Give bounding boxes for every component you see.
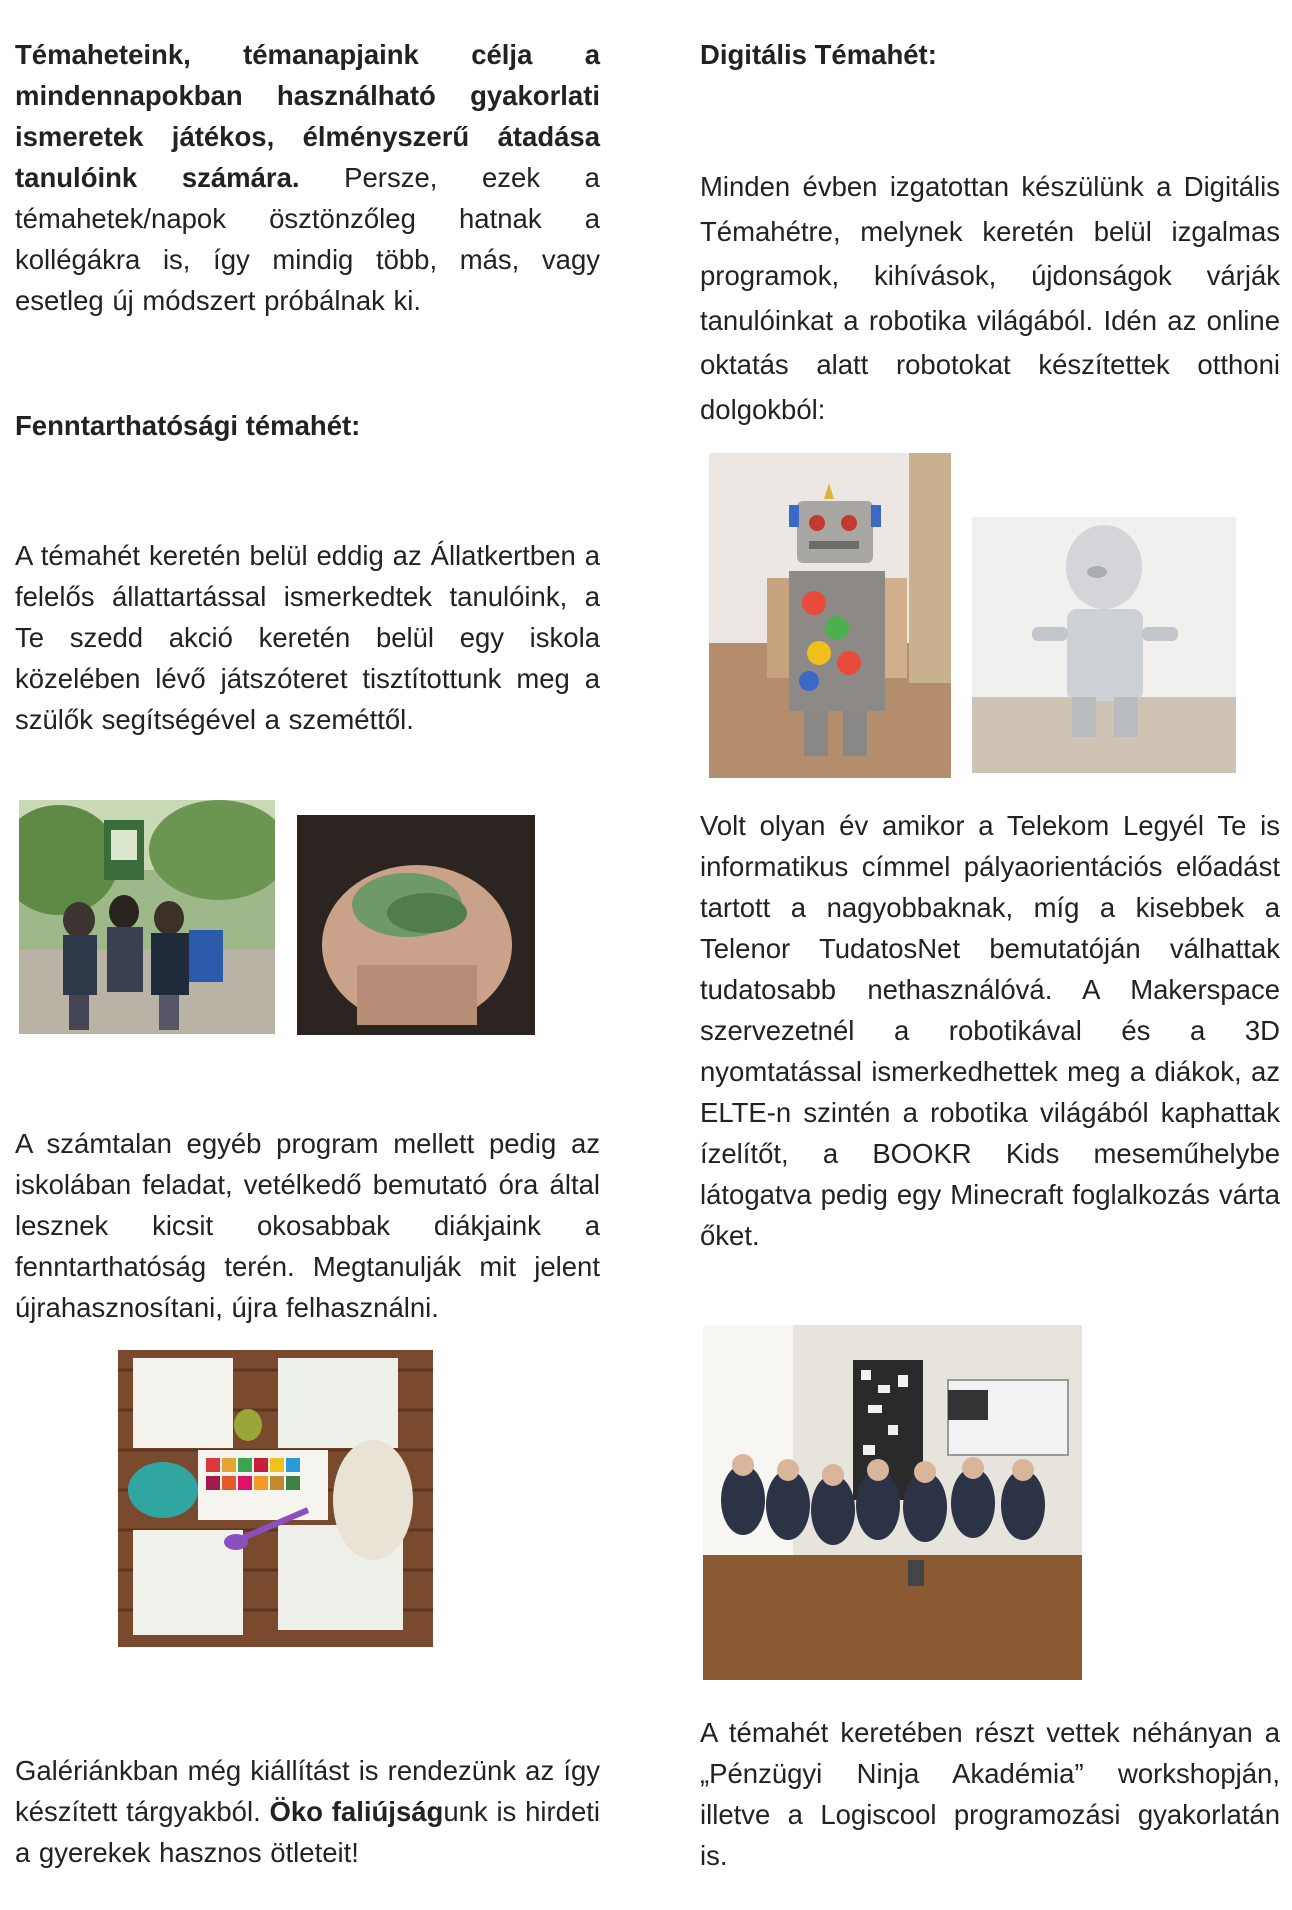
digital-heading: Digitális Témahét:	[700, 39, 937, 70]
gallery-text-a: Galériánkban még kiállítást is rendezünk az így készített tárgyakból.	[15, 1755, 600, 1827]
foil-robot-photo	[972, 517, 1236, 773]
zoo-students-photo	[19, 800, 275, 1034]
digital-paragraph-3: A témahét keretében részt vettek néhányan a „Pénzügyi Ninja Akadémia” workshopján, illetve a Logiscool programozási gyakorlatán is.	[700, 1717, 1280, 1871]
eco-board-bold: Öko faliújság	[269, 1796, 444, 1827]
intro-bold-text: Témaheteink, témanapjaink célja a mindennapokban használható gyakorlati ismeretek játékos, élményszerű átadása tanulóink számára.	[15, 39, 600, 193]
sustainability-heading: Fenntarthatósági témahét:	[15, 410, 361, 441]
gallery-text-b: unk is hirdeti a gyerekek hasznos ötleteit!	[15, 1796, 600, 1868]
cardboard-robot-photo	[709, 453, 951, 778]
classroom-workshop-photo	[703, 1325, 1082, 1680]
frog-in-hand-photo	[297, 815, 535, 1035]
sustainability-paragraph-2: A számtalan egyéb program mellett pedig az iskolában feladat, vetélkedő bemutató óra által lesznek kicsit okosabbak diákjaink a fenntarthatóság terén. Megtanulják mit jelent újrahasznosítani, újra felhasználni.	[15, 1128, 600, 1323]
sustainability-paragraph-1: A témahét keretén belül eddig az Állatkertben a felelős állattartással ismerkedtek tanulóink, a Te szedd akció keretén belül egy iskola közelében lévő játszóteret tisztítottunk meg a szülők segítségével a szeméttől.	[15, 540, 600, 735]
intro-paragraph	[15, 34, 600, 321]
intro-rest-text: Persze, ezek a témahetek/napok ösztönzőleg hatnak a kollégákra is, így mindig több, más, vagy esetleg új módszert próbálnak ki.	[15, 162, 600, 316]
digital-paragraph-2: Volt olyan év amikor a Telekom Legyél Te is informatikus címmel pályaorientációs előadást tartott a nagyobbaknak, míg a kisebbek a Telenor TudatosNet bemutatóján válhattak tudatosabb nethasználóvá. A Makerspace szervezetnél a robotikával és a 3D nyomtatással ismerkedhettek meg a diákok, az ELTE-n szintén a robotika világából kaphattak ízelítőt, a BOOKR Kids meseműhelybe látogatva pedig egy Minecraft foglalkozás várta őket.	[700, 810, 1280, 1251]
digital-paragraph-1: Minden évben izgatottan készülünk a Digitális Témahétre, melynek keretén belül izgalmas programok, kihívások, újdonságok várják tanulóinkat a robotika világából. Idén az online oktatás alatt robotokat készítettek otthoni dolgokból:	[700, 171, 1280, 425]
recycling-posters-photo	[118, 1350, 433, 1647]
gallery-paragraph	[15, 1750, 600, 1873]
